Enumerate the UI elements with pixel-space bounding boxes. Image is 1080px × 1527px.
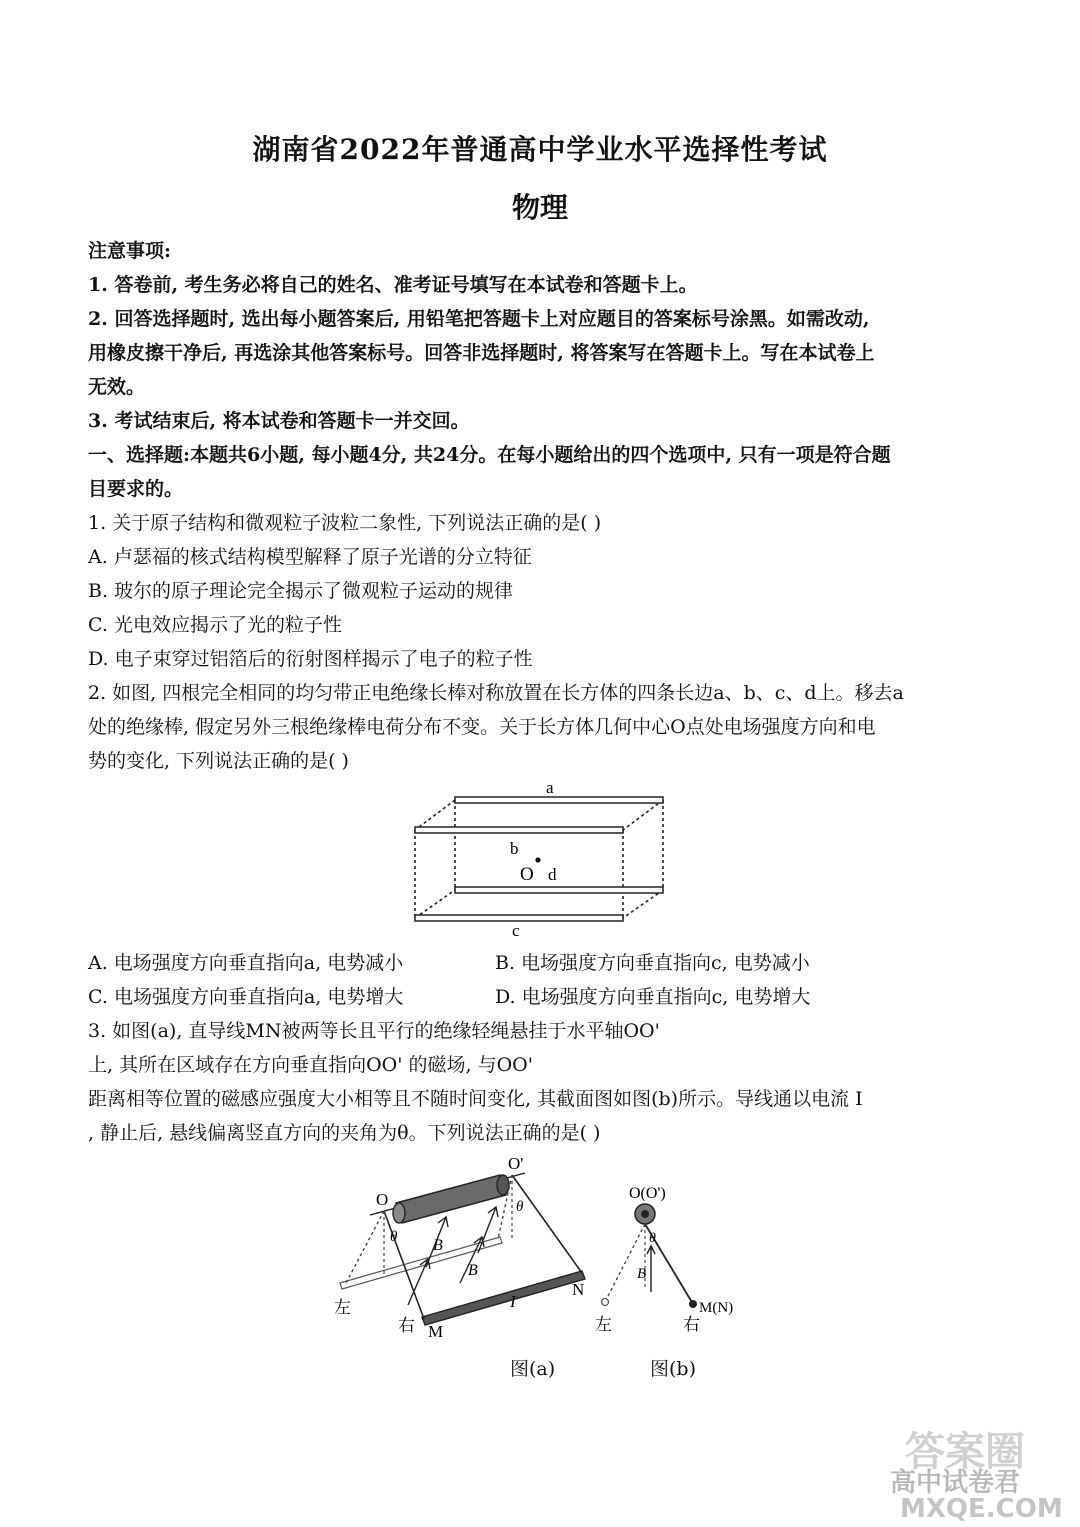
notice-item-2-line-3: 无效。: [88, 376, 146, 398]
section-1-line-1: 一、选择题:本题共6小题, 每小题4分, 共24分。在每小题给出的四个选项中, 只有一项是符合题: [88, 444, 891, 466]
q3-stem-line-2: 上, 其所在区域存在方向垂直指向OO' 的磁场, 与OO': [88, 1054, 533, 1076]
label-o: O: [376, 1190, 389, 1209]
label-m-n: M(N): [699, 1300, 734, 1316]
exam-title: 湖南省2022年普通高中学业水平选择性考试: [252, 133, 828, 166]
label-b: b: [510, 839, 519, 858]
watermark-site: MXQE.COM: [900, 1494, 1063, 1524]
notice-item-3: 3. 考试结束后, 将本试卷和答题卡一并交回。: [88, 410, 470, 432]
label-b-1: B: [433, 1237, 443, 1254]
wire-left-position: [602, 1299, 609, 1306]
q3-figure-b: [585, 1180, 785, 1340]
label-right: 右: [398, 1316, 415, 1335]
q2-option-d: D. 电场强度方向垂直指向c, 电势增大: [495, 986, 811, 1008]
section-1-line-2: 目要求的。: [88, 478, 184, 500]
q2-stem-line-1: 2. 如图, 四根完全相同的均匀带正电绝缘长棒对称放置在长方体的四条长边a、b、c、d上。移去a: [88, 682, 904, 704]
wire-mn-cross-section: [689, 1300, 697, 1308]
subject-title: 物理: [511, 191, 568, 224]
q2-stem-line-3: 势的变化, 下列说法正确的是( ): [88, 750, 349, 772]
q1-option-d: D. 电子束穿过铝箔后的衍射图样揭示了电子的粒子性: [88, 648, 533, 670]
label-b: B: [637, 1266, 647, 1282]
rod-d: [455, 887, 663, 893]
q2-option-a: A. 电场强度方向垂直指向a, 电势减小: [88, 952, 404, 974]
label-m: M: [428, 1322, 444, 1341]
notice-item-2-line-1: 2. 回答选择题时, 选出每小题答案后, 用铅笔把答题卡上对应题目的答案标号涂黑。如需改动,: [88, 308, 870, 330]
q1-stem: 1. 关于原子结构和微观粒子波粒二象性, 下列说法正确的是( ): [88, 512, 602, 534]
label-o-prime: O': [508, 1155, 524, 1173]
q2-option-b: B. 电场强度方向垂直指向c, 电势减小: [495, 952, 810, 974]
caption-figure-a: 图(a): [510, 1358, 556, 1380]
q2-stem-line-2: 处的绝缘棒, 假定另外三根绝缘棒电荷分布不变。关于长方体几何中心O点处电场强度方向和电: [88, 716, 876, 738]
notice-item-2-line-2: 用橡皮擦干净后, 再选涂其他答案标号。回答非选择题时, 将答案写在答题卡上。写在本试卷上: [88, 342, 875, 364]
q3-stem-line-3: 距离相等位置的磁感应强度大小相等且不随时间变化, 其截面图如图(b)所示。导线通以电流 I: [88, 1088, 863, 1110]
center-point-o: [535, 857, 540, 862]
watermark-sub: 高中试卷君: [890, 1468, 1021, 1498]
notice-item-1: 1. 答卷前, 考生务必将自己的姓名、准考证号填写在本试卷和答题卡上。: [88, 274, 698, 296]
label-d: d: [548, 865, 557, 884]
label-left: 左: [595, 1315, 612, 1334]
label-theta: θ: [649, 1231, 656, 1246]
axis-cross-section: [635, 1204, 655, 1224]
label-o-o-prime: O(O'): [629, 1185, 666, 1202]
label-theta-1: θ: [390, 1229, 398, 1245]
q1-option-b: B. 玻尔的原子理论完全揭示了微观粒子运动的规律: [88, 580, 514, 602]
notice-heading: 注意事项:: [88, 240, 172, 262]
label-c: c: [512, 921, 520, 938]
q3-stem-line-4: , 静止后, 悬线偏离竖直方向的夹角为θ。下列说法正确的是( ): [88, 1122, 601, 1144]
label-left: 左: [334, 1298, 351, 1317]
q1-option-a: A. 卢瑟福的核式结构模型解释了原子光谱的分立特征: [88, 546, 532, 568]
label-right: 右: [683, 1315, 700, 1334]
caption-figure-b: 图(b): [650, 1358, 696, 1380]
label-o: O: [520, 864, 534, 885]
q2-box-figure: [400, 778, 690, 938]
q2-option-c: C. 电场强度方向垂直指向a, 电势增大: [88, 986, 404, 1008]
q3-figure-a: [330, 1155, 600, 1345]
label-a: a: [546, 778, 554, 797]
label-theta-2: θ: [516, 1199, 524, 1215]
cylinder: [393, 1175, 509, 1223]
q3-stem-line-1: 3. 如图(a), 直导线MN被两等长且平行的绝缘轻绳悬挂于水平轴OO': [88, 1020, 660, 1042]
q1-option-c: C. 光电效应揭示了光的粒子性: [88, 614, 342, 636]
rod-a: [455, 797, 663, 803]
watermark-brand: 答案圈: [905, 1429, 1025, 1475]
wire-mn: [422, 1271, 585, 1325]
rod-b: [415, 827, 623, 833]
label-current-i: I: [510, 1292, 516, 1311]
label-b-2: B: [468, 1262, 478, 1279]
label-n: N: [572, 1280, 585, 1299]
